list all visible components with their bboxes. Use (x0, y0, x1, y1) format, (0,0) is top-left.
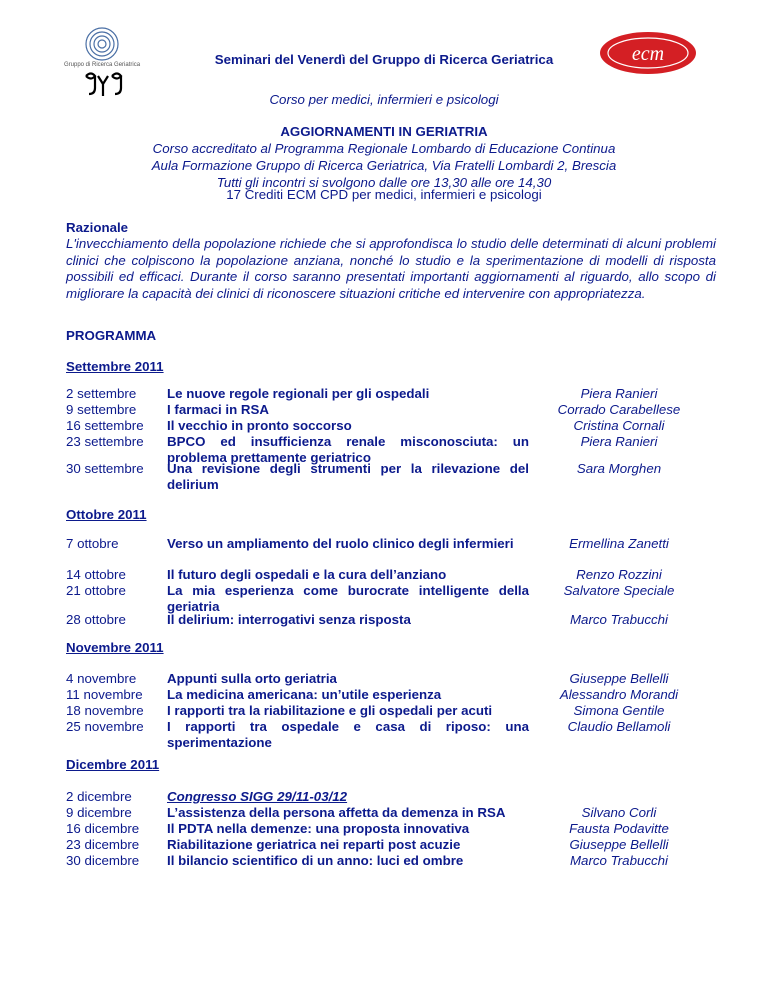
session-date: 30 dicembre (66, 853, 140, 868)
session-topic: Congresso SIGG 29/11-03/12 (167, 789, 348, 804)
session-speaker: Silvano Corli (581, 805, 657, 820)
session-speaker: Simona Gentile (573, 703, 665, 718)
session-date: 21 ottobre (66, 583, 126, 598)
session-date: 14 ottobre (66, 567, 126, 582)
session-topic: Le nuove regole regionali per gli ospedali (167, 386, 430, 401)
session-speaker: Giuseppe Bellelli (569, 837, 669, 852)
session-topic: Verso un ampliamento del ruolo clinico degli infermieri (167, 536, 514, 551)
session-speaker: Sara Morghen (576, 461, 662, 476)
session-date: 25 novembre (66, 719, 144, 734)
session-date: 11 novembre (66, 687, 143, 702)
course-schedule: Tutti gli incontri si svolgono dalle ore 13,30 alle ore 14,30 (216, 175, 552, 190)
razionale-text: L'invecchiamento della popolazione richiede che si approfondisca lo studio delle determinati di alcuni problemi clinici che colpiscono la popolazione anziana, nonché lo studio e la sperimentazione di modelli di risposta possibili ed efficaci. Durante il corso saranno presentati importanti aggiornamenti al riguardo, allo scopo di migliorare la capacità dei clinici di riconoscere situazioni critiche ed intervenire con appropriatezza. (66, 236, 716, 301)
session-topic: BPCO ed insufficienza renale misconosciuta: un problema prettamente geriatrico (167, 434, 529, 465)
session-topic: Una revisione degli strumenti per la rilevazione del delirium (167, 461, 529, 492)
month-heading-dicembre: Dicembre 2011 (66, 757, 160, 772)
session-speaker: Ermellina Zanetti (569, 536, 669, 551)
session-speaker: Cristina Cornali (573, 418, 665, 433)
razionale-section (66, 220, 716, 302)
session-speaker: Giuseppe Bellelli (569, 671, 669, 686)
session-speaker: Marco Trabucchi (569, 853, 669, 868)
session-speaker: Renzo Rozzini (576, 567, 662, 582)
session-topic: Il PDTA nella demenze: una proposta innovativa (167, 821, 470, 836)
session-date: 30 settembre (66, 461, 144, 476)
session-topic: L’assistenza della persona affetta da demenza in RSA (167, 805, 506, 820)
programma-heading: PROGRAMMA (66, 328, 157, 343)
session-topic: Riabilitazione geriatrica nei reparti post acuzie (167, 837, 461, 852)
session-topic: Il delirium: interrogativi senza risposta (167, 612, 411, 627)
session-topic: I rapporti tra la riabilitazione e gli ospedali per acuti (167, 703, 493, 718)
session-speaker: Corrado Carabellese (557, 402, 681, 417)
session-date: 4 novembre (66, 671, 137, 686)
session-date: 23 dicembre (66, 837, 140, 852)
session-topic: La medicina americana: un’utile esperienza (167, 687, 442, 702)
document-title: Seminari del Venerdì del Gruppo di Ricerca Geriatrica (214, 52, 554, 67)
session-date: 16 settembre (66, 418, 144, 433)
session-date: 7 ottobre (66, 536, 119, 551)
session-date: 2 settembre (66, 386, 137, 401)
session-topic: I rapporti tra ospedale e casa di riposo: una sperimentazione (167, 719, 529, 750)
session-speaker: Fausta Podavitte (569, 821, 669, 836)
session-date: 9 settembre (66, 402, 137, 417)
course-accreditation: Corso accreditato al Programma Regionale Lombardo di Educazione Continua (152, 141, 616, 156)
credits-line: 17 Crediti ECM CPD per medici, infermieri e psicologi (226, 187, 542, 202)
session-speaker: Salvatore Speciale (563, 583, 675, 598)
month-heading-ottobre: Ottobre 2011 (66, 507, 147, 522)
session-speaker: Marco Trabucchi (569, 612, 669, 627)
session-date: 23 settembre (66, 434, 144, 449)
course-location: Aula Formazione Gruppo di Ricerca Geriatrica, Via Fratelli Lombardi 2, Brescia (151, 158, 617, 173)
razionale-heading: Razionale (66, 220, 129, 235)
session-topic: Appunti sulla orto geriatria (167, 671, 337, 686)
session-topic: Il bilancio scientifico di un anno: luci ed ombre (167, 853, 464, 868)
logo-caption: Gruppo di Ricerca Geriatrica (64, 62, 141, 68)
ecm-logo-text: ecm (631, 43, 665, 65)
session-speaker: Piera Ranieri (580, 386, 658, 401)
session-topic: I farmaci in RSA (167, 402, 269, 417)
course-info (0, 123, 768, 191)
course-title: AGGIORNAMENTI IN GERIATRIA (280, 124, 488, 139)
session-date: 18 novembre (66, 703, 144, 718)
session-topic: Il vecchio in pronto soccorso (167, 418, 352, 433)
session-date: 2 dicembre (66, 789, 132, 804)
session-topic: La mia esperienza come burocrate intelligente della geriatria (167, 583, 529, 614)
month-heading-novembre: Novembre 2011 (66, 640, 164, 655)
session-date: 28 ottobre (66, 612, 126, 627)
session-speaker: Claudio Bellamoli (567, 719, 671, 734)
subtitle: Corso per medici, infermieri e psicologi (269, 92, 499, 107)
session-speaker: Alessandro Morandi (559, 687, 679, 702)
session-speaker: Piera Ranieri (580, 434, 658, 449)
session-topic: Il futuro degli ospedali e la cura dell’anziano (167, 567, 447, 582)
session-date: 9 dicembre (66, 805, 132, 820)
session-date: 16 dicembre (66, 821, 140, 836)
month-heading-settembre: Settembre 2011 (66, 359, 164, 374)
